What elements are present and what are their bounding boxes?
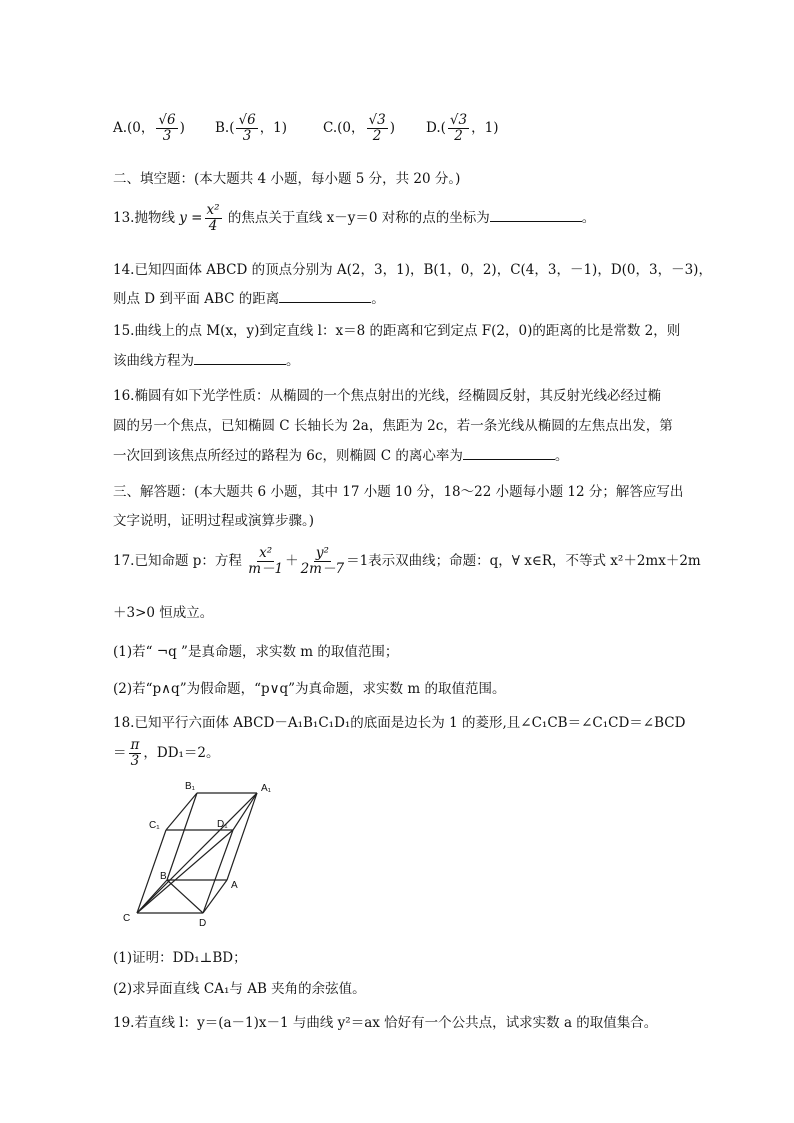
label-c1: C₁ [149, 820, 160, 831]
q15-end: 。 [286, 353, 300, 369]
label-c: C [123, 913, 131, 924]
parallelepiped-figure [113, 773, 283, 933]
edge-a1-a [227, 793, 257, 880]
q13-answer-blank [490, 209, 582, 222]
q14-end: 。 [371, 291, 385, 307]
q13-lhs: y = [179, 210, 203, 226]
section-3-heading-line-2: 文字说明，证明过程或演算步骤。) [113, 513, 315, 529]
option-d-prefix: D.( [426, 120, 446, 136]
question-15-line-2 [113, 349, 300, 369]
label-d1: D₁ [217, 819, 228, 830]
q17-text: ＝1表示双曲线；命题：q，∀ x∈R，不等式 x²＋2mx＋2m [346, 553, 701, 569]
option-b-fraction [236, 113, 257, 144]
q18-text: ，DD₁＝2。 [143, 745, 220, 761]
q17-f2-numerator: y² [315, 545, 329, 561]
option-c-suffix: ) [389, 120, 395, 136]
question-14-line-2 [113, 287, 385, 307]
question-18-line-2 [113, 738, 220, 769]
q17-f2-denominator: 2m－7 [300, 561, 345, 577]
option-a [113, 113, 185, 144]
option-a-suffix: ) [179, 120, 185, 136]
edge-b1-b [167, 793, 197, 880]
q14-answer-blank [279, 290, 371, 303]
q15-answer-blank [194, 352, 286, 365]
q13-text: 的焦点关于直线 x－y＝0 对称的点的坐标为 [223, 210, 490, 226]
question-14-line-1: 14.已知四面体 ABCD 的顶点分别为 A(2，3，1)，B(1，0，2)，C(4，3，－1)，D(0，3，－3)， [113, 262, 712, 278]
label-d: D [199, 918, 207, 929]
q17-plus: ＋ [285, 553, 299, 569]
q13-prefix: 13.抛物线 [113, 210, 180, 226]
q17-f1-denominator: m－1 [248, 561, 284, 577]
question-16-line-2: 圆的另一个焦点，已知椭圆 C 长轴长为 2a，焦距为 2c，若一条光线从椭圆的左焦点出发，第 [113, 418, 673, 434]
question-17-line-2: ＋3>0 恒成立。 [113, 605, 214, 621]
q17-prefix: 17.已知命题 p：方程 [113, 553, 247, 569]
option-b [215, 113, 287, 144]
edge-d-a [203, 880, 227, 913]
label-a1: A₁ [261, 783, 272, 794]
question-18-sub-2: (2)求异面直线 CA₁与 AB 夹角的余弦值。 [113, 981, 366, 997]
question-13 [113, 203, 595, 234]
edge-b1-c1 [166, 793, 197, 830]
label-b1: B₁ [185, 781, 196, 792]
section-2-heading: 二、填空题：(本大题共 4 小题，每小题 5 分，共 20 分。) [113, 171, 461, 187]
q13-denominator: 4 [208, 218, 218, 234]
option-d-fraction [448, 113, 469, 144]
option-b-suffix: ，1) [259, 120, 288, 136]
question-17-sub-1: (1)若“ ¬q ”是真命题，求实数 m 的取值范围； [113, 644, 399, 660]
option-a-numerator: √6 [158, 112, 176, 128]
q16-end: 。 [554, 448, 569, 464]
diagonal-c-a1 [137, 793, 257, 913]
q15-text: 该曲线方程为 [113, 353, 194, 369]
option-c [323, 113, 395, 144]
option-d-numerator: √3 [449, 112, 468, 128]
question-16-line-3 [113, 444, 568, 464]
option-a-prefix: A.(0， [113, 120, 155, 136]
option-a-fraction [156, 113, 177, 144]
question-16-line-1: 16.椭圆有如下光学性质：从椭圆的一个焦点射出的光线，经椭圆反射，其反射光线必经过椭 [113, 388, 661, 404]
option-c-prefix: C.(0， [323, 120, 365, 136]
q18-fraction [129, 738, 142, 769]
q13-fraction [205, 203, 222, 234]
option-d-suffix: ，1) [471, 120, 499, 136]
question-18-line-1: 18.已知平行六面体 ABCD－A₁B₁C₁D₁的底面是边长为 1 的菱形,且∠C₁CB＝∠C₁CD＝∠BCD [113, 715, 686, 731]
q18-numerator: π [130, 737, 140, 753]
question-17-line-1 [113, 546, 701, 577]
option-b-denominator: 3 [242, 128, 252, 144]
question-17-sub-2: (2)若“p∧q”为假命题，“p∨q”为真命题，求实数 m 的取值范围。 [113, 681, 506, 697]
option-c-fraction [367, 113, 388, 144]
question-18-sub-1: (1)证明：DD₁⊥BD； [113, 950, 247, 966]
q14-text: 则点 D 到平面 ABC 的距离 [113, 291, 280, 307]
section-3-heading-line-1: 三、解答题：(本大题共 6 小题，其中 17 小题 10 分，18～22 小题每小题 12 分；解答应写出 [113, 484, 684, 500]
q17-fraction-1 [248, 546, 283, 577]
option-b-numerator: √6 [238, 112, 256, 128]
edge-a1-d1 [233, 793, 257, 830]
q18-equals: ＝ [113, 745, 127, 761]
label-b: B [160, 871, 167, 882]
q13-end: 。 [581, 210, 596, 226]
q17-f1-numerator: x² [259, 545, 273, 561]
option-c-numerator: √3 [368, 112, 386, 128]
question-19: 19.若直线 l：y＝(a－1)x－1 与曲线 y²＝ax 恰好有一个公共点，试求实数 a 的取值集合。 [113, 1015, 658, 1031]
option-a-denominator: 3 [162, 128, 172, 144]
option-b-prefix: B.( [215, 120, 235, 136]
q13-numerator: x² [206, 202, 220, 218]
option-c-denominator: 2 [372, 128, 382, 144]
diagonal-b-d [167, 880, 203, 913]
option-d [426, 113, 498, 144]
q16-answer-blank [463, 447, 555, 460]
label-a: A [231, 880, 238, 891]
question-15-line-1: 15.曲线上的点 M(x，y)到定直线 l：x＝8 的距离和它到定点 F(2，0)的距离的比是常数 2，则 [113, 323, 681, 339]
q18-denominator: 3 [130, 753, 140, 769]
q16-text: 一次回到该焦点所经过的路程为 6c，则椭圆 C 的离心率为 [113, 448, 463, 464]
option-d-denominator: 2 [454, 128, 463, 144]
q17-fraction-2 [301, 546, 344, 577]
